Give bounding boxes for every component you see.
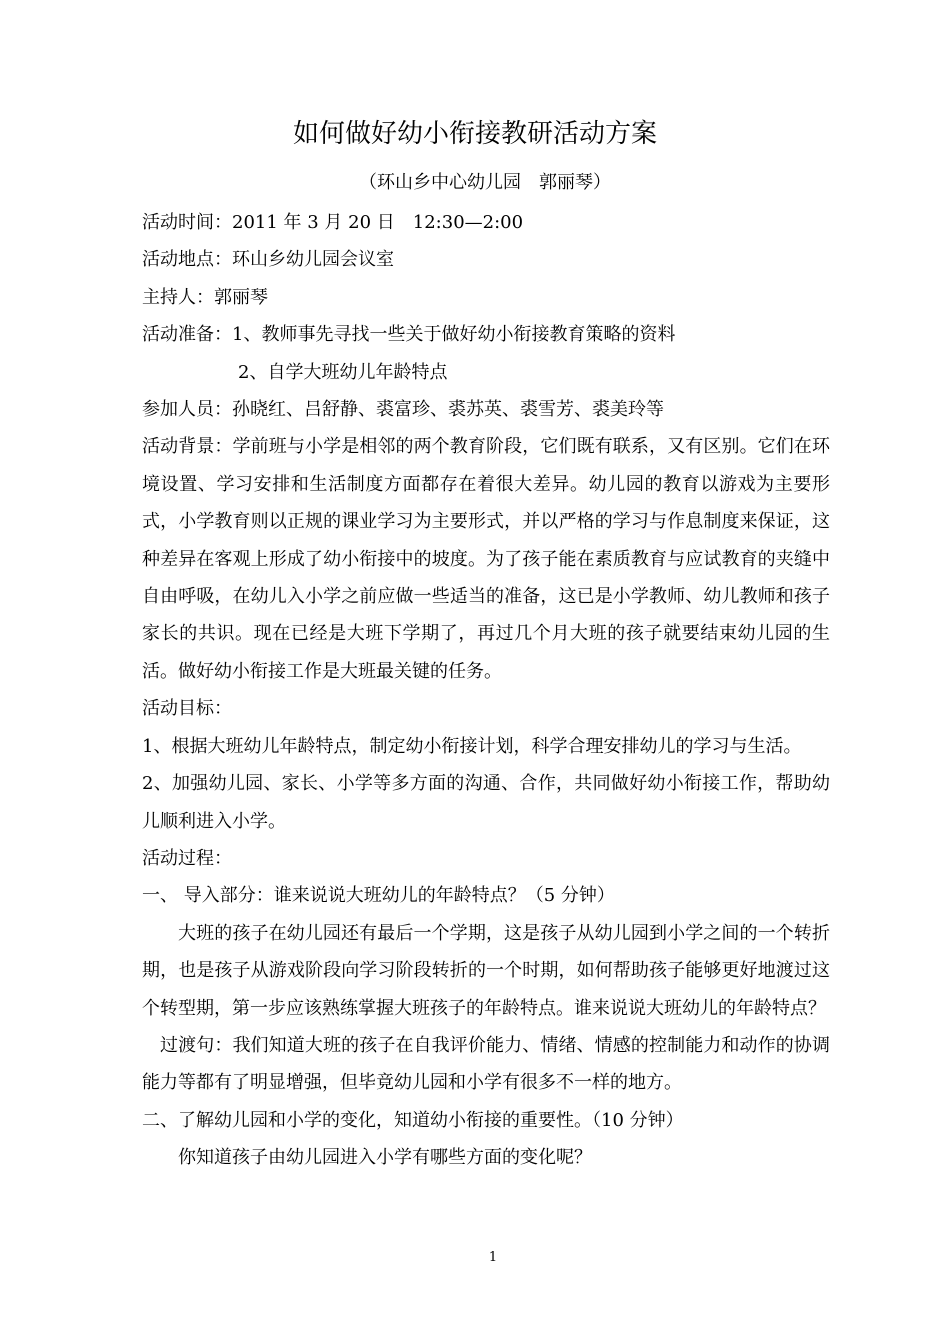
step-1-heading: 一、 导入部分：谁来说说大班幼儿的年龄特点？（5 分钟） bbox=[142, 885, 615, 907]
document-title: 如何做好幼小衔接教研活动方案 bbox=[292, 119, 657, 149]
page-number: 1 bbox=[488, 1250, 498, 1265]
transition-sentence: 过渡句：我们知道大班的孩子在自我评价能力、情绪、情感的控制能力和动作的协调能力等都有了明显增强，但毕竟幼儿园和小学有很多不一样的地方。 bbox=[142, 1034, 830, 1094]
step-2-body: 你知道孩子由幼儿园进入小学有哪些方面的变化呢？ bbox=[178, 1147, 592, 1169]
step-2-heading: 二、了解幼儿园和小学的变化，知道幼小衔接的重要性。（10 分钟） bbox=[142, 1109, 684, 1131]
process-heading: 活动过程： bbox=[142, 847, 232, 869]
activity-prep-1: 活动准备：1、教师事先寻找一些关于做好幼小衔接教育策略的资料 bbox=[142, 324, 676, 346]
step-1-body: 大班的孩子在幼儿园还有最后一个学期，这是孩子从幼儿园到小学之间的一个转折期，也是孩子从游戏阶段向学习阶段转折的一个时期，如何帮助孩子能够更好地渡过这个转型期，第一步应该熟练掌握大班孩子的年龄特点。谁来说说大班幼儿的年龄特点？ bbox=[142, 922, 830, 1019]
activity-place: 活动地点：环山乡幼儿园会议室 bbox=[142, 249, 394, 271]
goals-heading: 活动目标： bbox=[142, 698, 232, 720]
document-subtitle: （环山乡中心幼儿园 郭丽琴） bbox=[359, 172, 611, 193]
goal-1: 1、根据大班幼儿年龄特点，制定幼小衔接计划，科学合理安排幼儿的学习与生活。 bbox=[142, 735, 802, 757]
activity-participants: 参加人员：孙晓红、吕舒静、裘富珍、裘苏英、裘雪芳、裘美玲等 bbox=[142, 399, 664, 421]
goal-2: 2、加强幼儿园、家长、小学等多方面的沟通、合作，共同做好幼小衔接工作，帮助幼儿顺利进入小学。 bbox=[142, 773, 830, 832]
document-body bbox=[142, 204, 830, 1177]
activity-time: 活动时间：2011 年 3 月 20 日 12:30—2:00 bbox=[142, 212, 524, 233]
activity-host: 主持人：郭丽琴 bbox=[142, 286, 268, 308]
activity-prep-2: 2、自学大班幼儿年龄特点 bbox=[238, 361, 448, 383]
activity-background: 活动背景：学前班与小学是相邻的两个教育阶段，它们既有联系，又有区别。它们在环境设置、学习安排和生活制度方面都存在着很大差异。幼儿园的教育以游戏为主要形式，小学教育则以正规的课业学习为主要形式，并以严格的学习与作息制度来保证，这种差异在客观上形成了幼小衔接中的坡度。为了孩子能在素质教育与应试教育的夹缝中自由呼吸，在幼儿入小学之前应做一些适当的准备，这已是小学教师、幼儿教师和孩子家长的共识。现在已经是大班下学期了，再过几个月大班的孩子就要结束幼儿园的生活。做好幼小衔接工作是大班最关键的任务。 bbox=[142, 436, 830, 682]
